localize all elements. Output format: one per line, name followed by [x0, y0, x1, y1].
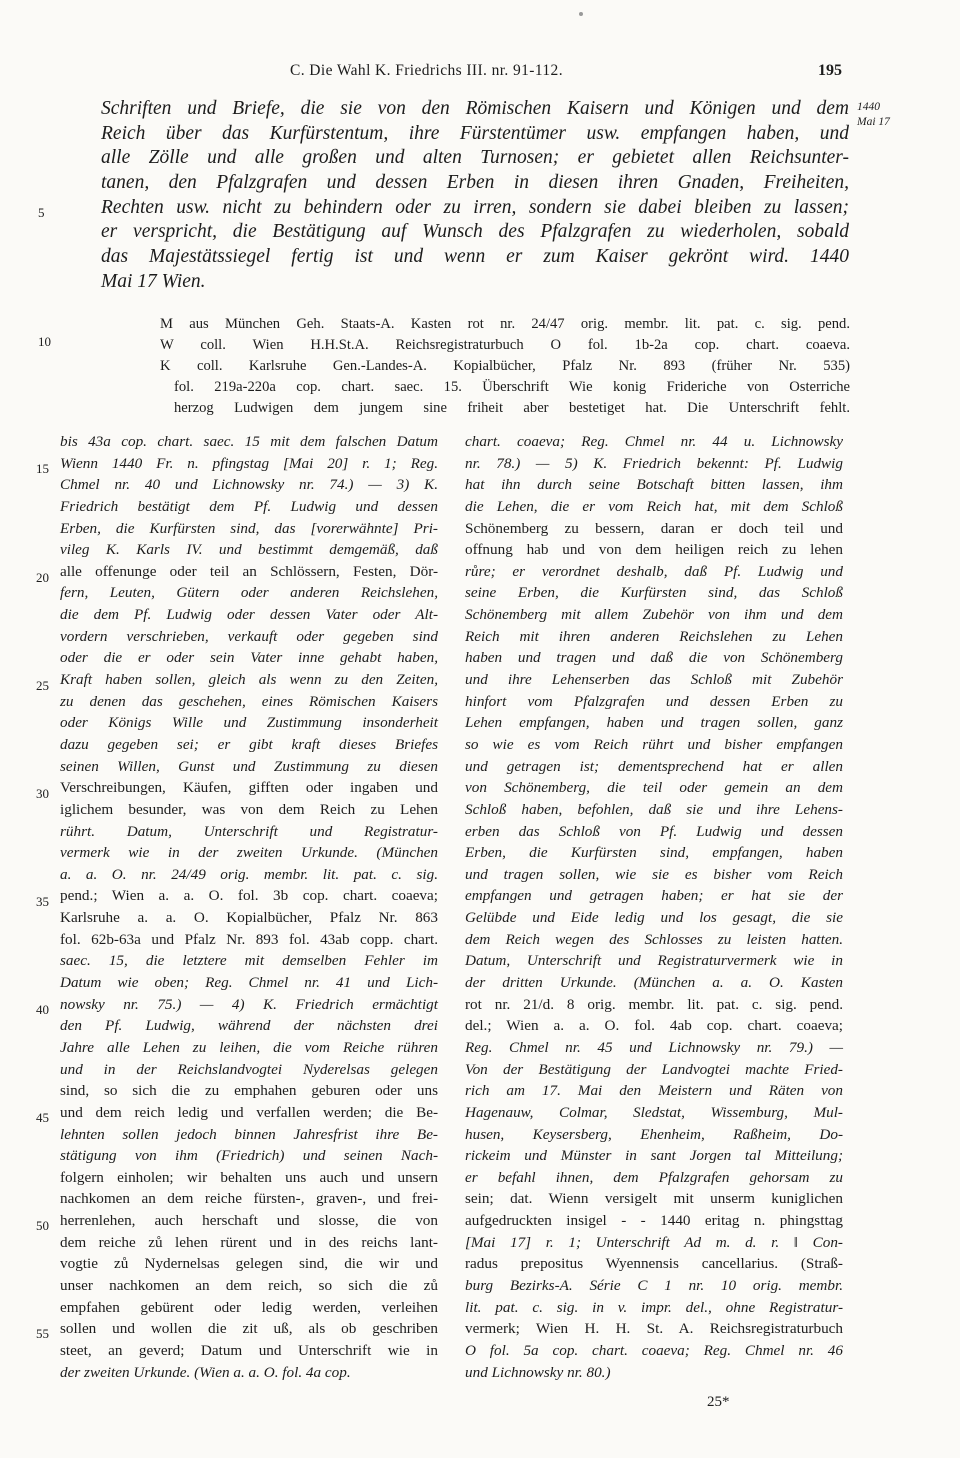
- right-column-line: der dritten Urkunde. (München a. a. O. Kasten: [465, 974, 843, 992]
- regest-line: das Majestätssiegel fertig ist und wenn er zum Kaiser gekrönt wird. 1440: [101, 246, 849, 268]
- source-line: M aus München Geh. Staats-A. Kasten rot nr. 24/47 orig. membr. lit. pat. c. sig. pend.: [160, 316, 850, 332]
- right-column-line: empfangen und getragen haben; er hat sie der: [465, 887, 843, 905]
- line-number: 30: [36, 786, 49, 801]
- left-column-line: iglichem besunder, was von dem Reich zu Lehen: [60, 800, 438, 818]
- left-column-line: sollen und wollen die zit uß, als ob geschriben: [60, 1320, 438, 1338]
- line-number: 50: [36, 1218, 49, 1233]
- right-column-line: Reg. Chmel nr. 45 und Lichnowsky nr. 79.) —: [465, 1038, 843, 1056]
- left-column-line: oder die er oder sein Vater inne gehabt haben,: [60, 649, 438, 667]
- left-column-line: Jahre alle Lehen zu leihen, die vom Reiche rühren: [60, 1038, 438, 1056]
- right-column-line: chart. coaeva; Reg. Chmel nr. 44 u. Lichnowsky: [465, 433, 843, 450]
- regest-line: Rechten usw. nicht zu behindern oder zu irren, sondern sie dabei bleiben zu lassen;: [101, 196, 849, 218]
- right-column-line: Reich mit ihren anderen Reichslehen zu Lehen: [465, 627, 843, 645]
- right-column-line: růre; er verordnet deshalb, daß Pf. Ludwig und: [465, 562, 843, 580]
- left-column-line: oder Königs Wille und Zustimmung insonderheit: [60, 714, 438, 732]
- left-column-line: sind, so sich die zu emphahen geburen oder uns: [60, 1082, 438, 1100]
- left-column-line: dem reiche zů lehen rürent und in des reichs lant-: [60, 1233, 438, 1251]
- left-column-line: und dem reich ledig und verfallen werden; die Be-: [60, 1103, 438, 1121]
- left-column-line: die dem Pf. Ludwig oder dessen Vater oder Alt-: [60, 606, 438, 624]
- left-column-line: den Pf. Ludwig, während der nächsten drei: [60, 1017, 438, 1035]
- right-column-line: Schloß haben, befohlen, daß sie und ihre Lehens-: [465, 800, 843, 818]
- page-header: [0, 62, 960, 86]
- right-column-line: und Lichnowsky nr. 80.): [465, 1363, 611, 1381]
- left-column-line: nowsky nr. 75.) — 4) K. Friedrich ermächtigt: [60, 995, 438, 1013]
- regest-summary: [101, 97, 849, 295]
- right-column-line: Schönemberg zu bessern, daran er doch teil und: [465, 519, 843, 537]
- right-column-line: O fol. 5a cop. chart. coaeva; Reg. Chmel nr. 46: [465, 1341, 843, 1359]
- right-column-line: radus prepositus Wyennensis cancellarius. (Straß-: [465, 1255, 843, 1273]
- right-column-line: nr. 78.) — 5) K. Friedrich bekennt: Pf. Ludwig: [465, 454, 843, 472]
- line-number: 15: [36, 461, 49, 476]
- right-column-line: Gelübde und Eide ledig und los gesagt, die sie: [465, 909, 843, 927]
- regest-line: Mai 17 Wien.: [101, 270, 206, 292]
- left-column-line: steet, an geverd; Datum und Unterschrift wie in: [60, 1341, 438, 1359]
- left-column-line: herrenlehen, auch herschaft und slosse, die von: [60, 1212, 438, 1230]
- regest-line: alle Zölle und alle großen und alten Turnosen; er gebietet allen Reichsunter-: [101, 147, 849, 169]
- left-column-line: alle offenunge oder teil an Schlössern, Festen, Dör-: [60, 562, 438, 580]
- page-number: 195: [818, 62, 842, 79]
- right-column-line: sein; dat. Wienn versigelt mit unserm kuniglichen: [465, 1190, 843, 1208]
- right-column-line: von Schönemberg, die teil oder gemein an dem: [465, 779, 843, 797]
- left-column-line: stätigung von ihm (Friedrich) und seinen Nach-: [60, 1147, 438, 1165]
- line-number: 25: [36, 678, 49, 693]
- right-column-line: Lehen empfangen, haben und tragen sollen, ganz: [465, 714, 843, 732]
- left-column-line: Wienn 1440 Fr. n. pfingstag [Mai 20] r. 1; Reg.: [60, 454, 438, 472]
- right-column-line: Hagenauw, Colmar, Sledstat, Wissemburg, Mul-: [465, 1103, 843, 1121]
- left-column-line: folgern einholen; wir behalten uns auch und unsern: [60, 1168, 438, 1186]
- left-column-line: Karlsruhe a. a. O. Kopialbücher, Pfalz Nr. 863: [60, 909, 438, 927]
- left-column-line: und in der Reichslandvogtei Nyderelsas gelegen: [60, 1060, 438, 1078]
- right-column-line: husen, Keysersberg, Ehenheim, Raßheim, Do-: [465, 1125, 843, 1143]
- line-number: 40: [36, 1002, 49, 1017]
- left-column-line: Friedrich bestätigt dem Pf. Ludwig und dessen: [60, 497, 438, 515]
- right-column-line: vermerk; Wien H. H. St. A. Reichsregistraturbuch: [465, 1320, 843, 1338]
- running-head: C. Die Wahl K. Friedrichs III. nr. 91-112.: [290, 62, 563, 79]
- left-column-line: vileg K. Karls IV. und bestimmt demgemäß, daß: [60, 541, 438, 559]
- left-column-line: unser nachkomen an dem reich, so sich die zů: [60, 1276, 438, 1294]
- left-column-line: fol. 62b-63a und Pfalz Nr. 893 fol. 43ab copp. chart.: [60, 930, 438, 948]
- right-column-line: rot nr. 21/d. 8 orig. membr. lit. pat. c. sig. pend.: [465, 995, 843, 1013]
- line-number: 5: [38, 205, 45, 220]
- left-column-line: fern, Leuten, Gütern oder anderen Reichslehen,: [60, 584, 438, 602]
- line-number: 55: [36, 1326, 49, 1341]
- left-column-line: Verschreibungen, Käufen, gifften oder ingaben und: [60, 779, 438, 797]
- left-column-line: saec. 15, die letztere mit demselben Fehler im: [60, 952, 438, 970]
- left-column-line: empfahen gebürent oder ledig werden, verleihen: [60, 1298, 438, 1316]
- source-line: W coll. Wien H.H.St.A. Reichsregistraturbuch O fol. 1b-2a cop. chart. coaeva.: [160, 337, 850, 353]
- left-column-line: lehnten sollen jedoch binnen Jahresfrist ihre Be-: [60, 1125, 438, 1143]
- right-column-line: seine Erben, die Kurfürsten sind, das Schloß: [465, 584, 843, 602]
- left-column-line: seinen Willen, Gunst und Zustimmung zu diesen: [60, 757, 438, 775]
- right-column-line: so wie es vom Reich rührt und bisher empfangen: [465, 735, 843, 753]
- right-column-line: Datum, Unterschrift und Registraturvermerk wie in: [465, 952, 843, 970]
- right-column-line: Schönemberg mit allem Zubehör von ihm und dem: [465, 606, 843, 624]
- left-column-line: dazu gegeben sei; er gibt kraft dieses Briefes: [60, 735, 438, 753]
- line-number-margin: [0, 0, 60, 1458]
- left-column-notes: [60, 431, 438, 1383]
- right-column-line: hat ihn durch seine Botschaft bitten lassen, ihm: [465, 476, 843, 494]
- right-column-notes: [465, 431, 843, 1383]
- margin-date-year: 1440: [857, 101, 880, 113]
- left-column-line: der zweiten Urkunde. (Wien a. a. O. fol. 4a cop.: [60, 1363, 351, 1381]
- right-column-line: rich am 17. Mai den Meistern und Räten von: [465, 1082, 843, 1100]
- left-column-line: Datum wie oben; Reg. Chmel nr. 41 und Lich-: [60, 974, 438, 992]
- paper-speck: [579, 12, 583, 16]
- right-column-line: aufgedruckten insigel - - 1440 eritag n. phingsttag: [465, 1212, 843, 1230]
- regest-line: er verspricht, die Bestätigung auf Wunsch des Pfalzgrafen zu wiederholen, sobald: [101, 221, 849, 243]
- regest-line: tanen, den Pfalzgrafen und dessen Erben in diesen ihren Gnaden, Freiheiten,: [101, 172, 849, 194]
- source-line: fol. 219a-220a cop. chart. saec. 15. Überschrift Wie konig Frideriche von Osterriche: [174, 379, 850, 395]
- left-column-line: Chmel nr. 40 und Lichnowsky nr. 74.) — 3) K.: [60, 476, 438, 494]
- right-column-line: die Lehen, die er vom Reich hat, mit dem Schloß: [465, 497, 843, 515]
- left-column-line: vermerk wie in der zweiten Urkunde. (München: [60, 844, 438, 862]
- left-column-line: nachkomen an dem reiche fürsten-, graven-, und frei-: [60, 1190, 438, 1208]
- left-column-line: rührt. Datum, Unterschrift und Registratur-: [60, 822, 438, 840]
- left-column-line: zu denen das geschehen, eines Römischen Kaisers: [60, 692, 438, 710]
- right-column-line: Erben, die Kurfürsten sind, empfangen, haben: [465, 844, 843, 862]
- right-column-line: haben und tragen und daß die von Schönemberg: [465, 649, 843, 667]
- line-number: 35: [36, 894, 49, 909]
- left-column-line: Kraft haben sollen, gleich als wenn zu den Zeiten,: [60, 671, 438, 689]
- right-column-line: erben das Schloß von Pf. Ludwig und dessen: [465, 822, 843, 840]
- right-column-line: [Mai 17] r. 1; Unterschrift Ad m. d. r. ‖ Con-: [465, 1233, 843, 1251]
- margin-date-day: Mai 17: [857, 116, 890, 128]
- line-number: 10: [38, 334, 51, 349]
- left-column-line: pend.; Wien a. a. O. fol. 3b cop. chart. coaeva;: [60, 887, 438, 905]
- right-column-line: er befahl ihnen, dem Pfalzgrafen gehorsam zu: [465, 1168, 843, 1186]
- right-column-line: und ihre Lehenserben das Schloß mit Zubehör: [465, 671, 843, 689]
- right-column-line: rickeim und Münster in sant Jorgen tal Mitteilung;: [465, 1147, 843, 1165]
- line-number: 20: [36, 570, 49, 585]
- right-column-line: und tragen sollen, wie sie es bisher vom Reich: [465, 865, 843, 883]
- source-line: K coll. Karlsruhe Gen.-Landes-A. Kopialbücher, Pfalz Nr. 893 (früher Nr. 535): [160, 358, 850, 374]
- right-column-line: hinfort vom Pfalzgrafen und dessen Erben zu: [465, 692, 843, 710]
- regest-line: Schriften und Briefe, die sie von den Römischen Kaisern und Königen und dem: [101, 98, 849, 119]
- right-column-line: burg Bezirks-A. Série C 1 nr. 10 orig. membr.: [465, 1276, 843, 1294]
- regest-line: Reich über das Kurfürstentum, ihre Fürstentümer usw. empfangen haben, und: [101, 122, 849, 144]
- left-column-line: vogtie zů Nydernelsas gelegen sind, die wir und: [60, 1255, 438, 1273]
- left-column-line: vordern verschrieben, verkauft oder gegeben sind: [60, 627, 438, 645]
- right-column-line: und getragen ist; dementsprechend hat er allen: [465, 757, 843, 775]
- right-column-line: lit. pat. c. sig. in v. impr. del., ohne Registratur-: [465, 1298, 843, 1316]
- line-number: 45: [36, 1110, 49, 1125]
- right-column-line: dem Reich wegen des Schlosses zu leisten hatten.: [465, 930, 843, 948]
- source-line: herzog Ludwigen dem jungem sine friheit aber bestetiget hat. Die Unterschrift fehlt.: [174, 400, 850, 416]
- left-column-line: bis 43a cop. chart. saec. 15 mit dem falschen Datum: [60, 433, 438, 450]
- left-column-line: Erben, die Kurfürsten sind, das [vorerwähnte] Pri-: [60, 519, 438, 537]
- right-column-line: offnung hab und von dem heiligen reich zu lehen: [465, 541, 843, 559]
- right-column-line: Von der Bestätigung der Landvogtei machte Fried-: [465, 1060, 843, 1078]
- left-column-line: a. a. O. nr. 24/49 orig. membr. lit. pat. c. sig.: [60, 865, 438, 883]
- printer-signature-mark: 25*: [707, 1394, 730, 1410]
- right-column-line: del.; Wien a. a. O. fol. 4ab cop. chart. coaeva;: [465, 1017, 843, 1035]
- margin-date: [857, 100, 937, 130]
- source-apparatus: [138, 314, 850, 419]
